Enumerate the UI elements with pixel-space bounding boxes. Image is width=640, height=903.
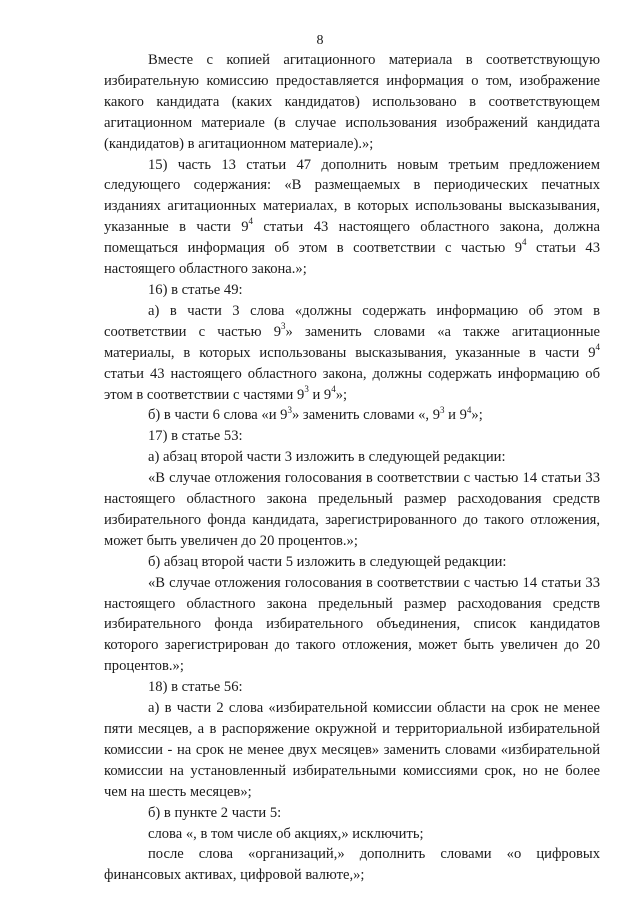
paragraph: 17) в статье 53: [148,428,243,445]
paragraph: 16) в статье 49: [148,281,243,298]
paragraph: после слова «организаций,» дополнить словами «о цифровых финансовых активах, цифровой валюте,»; [104,846,600,884]
page-number: 8 [316,33,324,48]
paragraph: б) в пункте 2 части 5: [148,804,282,821]
paragraph: а) в части 3 слова «должны содержать информацию об этом в соответствии с частью $9^3$» заменить словами «а также агитационные материалы, в которых использованы высказывания, указанные в части $9^4$ статьи 43 настоящего областного закона, должны содержать информацию об этом в соответствии с частями $9^3$ и $9^4$»; [104,302,600,403]
paragraph: б) абзац второй части 5 изложить в следующей редакции: [148,553,507,570]
paragraph: а) абзац второй части 3 изложить в следующей редакции: [148,449,506,466]
paragraph: 18) в статье 56: [148,679,243,696]
paragraph: б) в части 6 слова «и $9^3$» заменить словами «, $9^3$ и $9^4$»; [148,404,483,424]
paragraph: Вместе с копией агитационного материала в соответствующую избирательную комиссию предоставляется информация о том, изображение какого кандидата (каких кандидатов) использовано в соответствующем агитационном материале (в случае использования изображений кандидата (кандидатов) в агитационном материале).»; [104,52,600,152]
paragraph: слова «, в том числе об акциях,» исключить; [148,825,424,842]
paragraph: «В случае отложения голосования в соответствии с частью 14 статьи 33 настоящего областного закона предельный размер расходования средств избирательного фонда избирательного объединения, список кандидатов которого зарегистрирован до такого отложения, может быть увеличен до 20 процентов.»; [104,574,600,675]
document-body [104,50,600,886]
paragraph: 15) часть 13 статьи 47 дополнить новым третьим предложением следующего содержания: «В размещаемых в периодических печатных изданиях агитационных материалах, в которых использованы высказывания, указанные в части $9^4$ статьи 43 настоящего областного закона, должна помещаться информация об этом в соответствии с частью $9^4$ статьи 43 настоящего областного закона.»; [104,156,601,278]
paragraph: «В случае отложения голосования в соответствии с частью 14 статьи 33 настоящего областного закона предельный размер расходования средств избирательного фонда кандидата, зарегистрированного до такого отложения, может быть увеличен до 20 процентов.»; [104,470,600,549]
paragraph: а) в части 2 слова «избирательной комиссии области на срок не менее пяти месяцев, а в распоряжение окружной и территориальной избирательной комиссии - на срок не менее двух месяцев» заменить словами «избирательной комиссии на установленный избирательными комиссиями срок, но не более чем на шесть месяцев»; [104,700,600,800]
